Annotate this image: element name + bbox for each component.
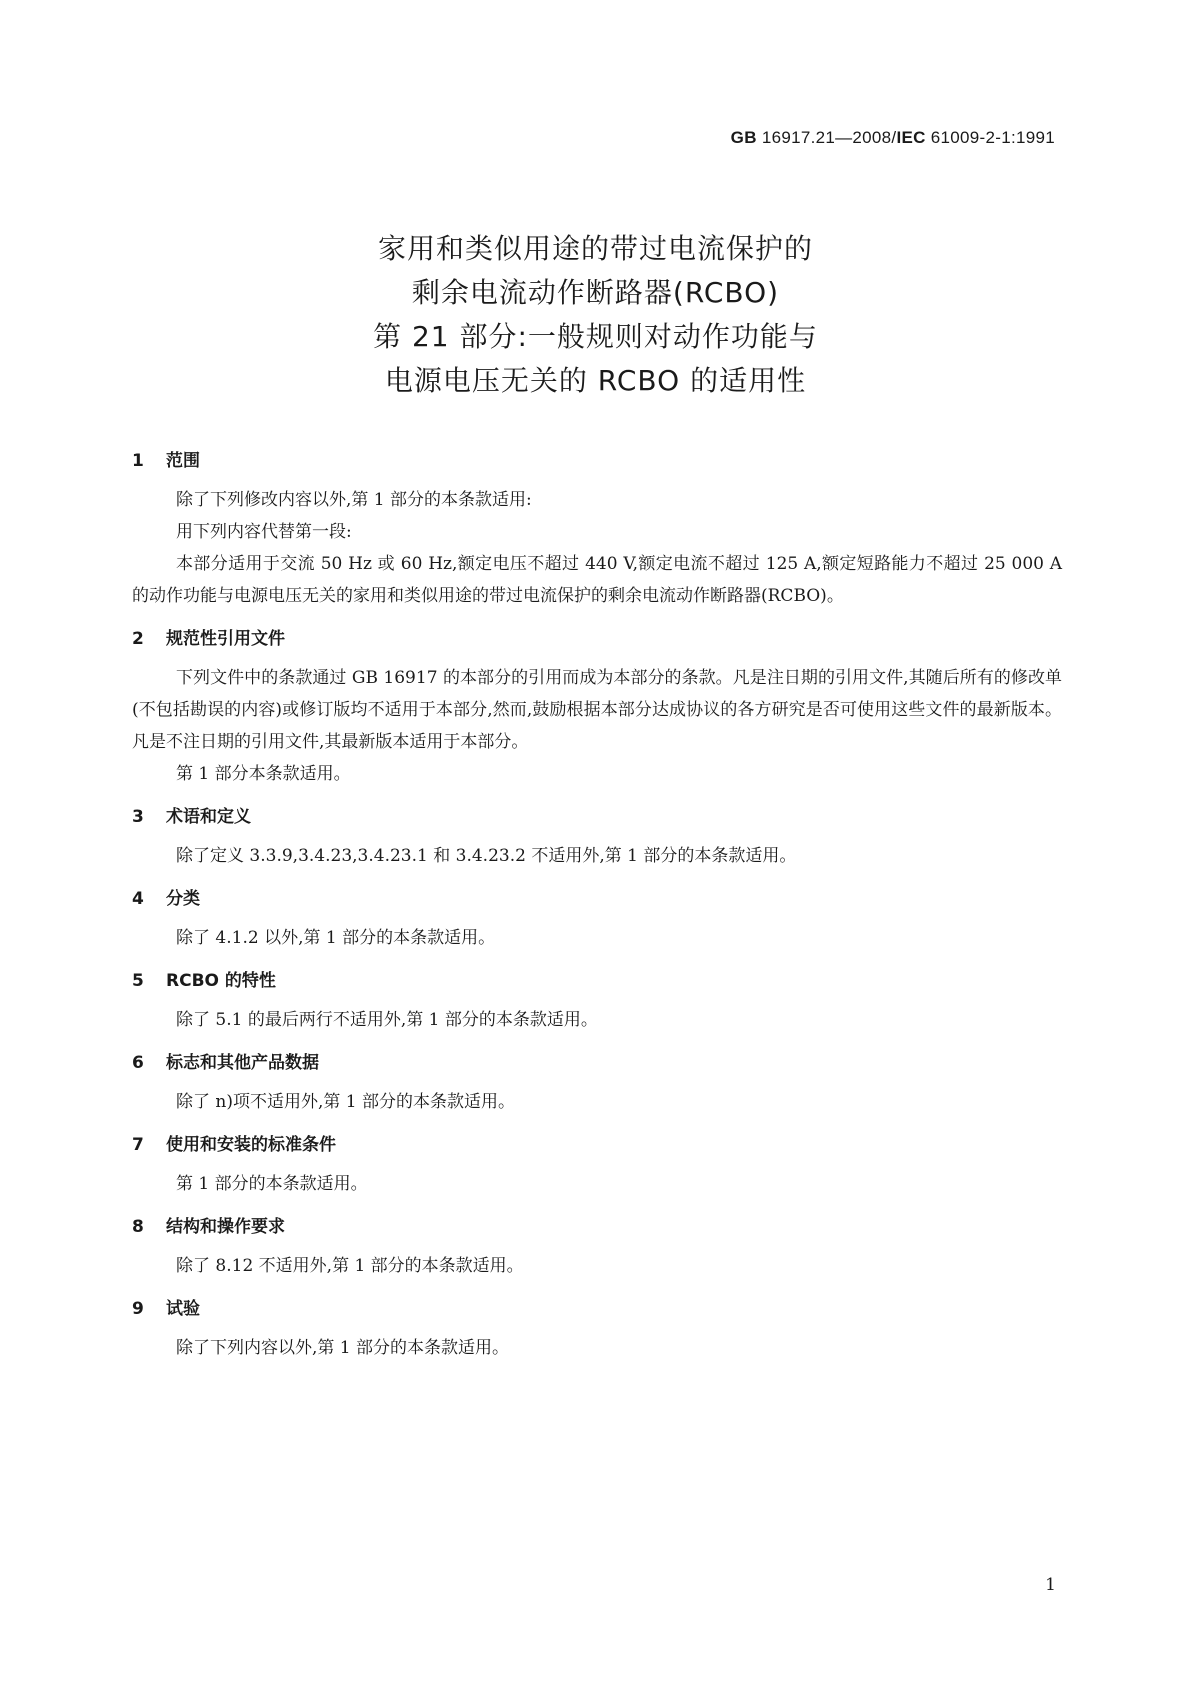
section-terms-definitions: [132, 804, 1062, 872]
title-line-3: 第 21 部分:一般规则对动作功能与: [373, 320, 818, 353]
section-number: 7: [132, 1135, 144, 1155]
section-title: 分类: [166, 889, 200, 909]
section-number: 1: [132, 451, 144, 471]
standard-code: [731, 128, 1055, 148]
section-heading: [132, 1132, 1062, 1158]
section-number: 2: [132, 629, 144, 649]
section-classification: [132, 886, 1062, 954]
section-body: [132, 1332, 1062, 1364]
section-rcbo-characteristics: [132, 968, 1062, 1036]
section-body: [132, 1086, 1062, 1118]
section-heading: [132, 1296, 1062, 1322]
paragraph: 第 1 部分本条款适用。: [176, 764, 351, 784]
section-title: 规范性引用文件: [166, 629, 285, 649]
section-heading: [132, 1214, 1062, 1240]
section-number: 5: [132, 971, 144, 991]
section-heading: [132, 886, 1062, 912]
document-title: [0, 227, 1191, 403]
section-heading: [132, 804, 1062, 830]
section-title: 使用和安装的标准条件: [166, 1135, 336, 1155]
section-title: RCBO 的特性: [166, 971, 276, 991]
section-tests: [132, 1296, 1062, 1364]
section-number: 6: [132, 1053, 144, 1073]
standard-number: 16917.21—2008/: [761, 128, 897, 147]
paragraph: 除了 8.12 不适用外,第 1 部分的本条款适用。: [176, 1256, 524, 1276]
section-heading: [132, 626, 1062, 652]
paragraph: 除了 n)项不适用外,第 1 部分的本条款适用。: [176, 1092, 516, 1112]
paragraph: 下列文件中的条款通过 GB 16917 的本部分的引用而成为本部分的条款。凡是注日期的引用文件,其随后所有的修改单(不包括勘误的内容)或修订版均不适用于本部分,然而,鼓励根据本部分达成协议的各方研究是否可使用这些文件的最新版本。凡是不注日期的引用文件,其最新版本适用于本部分。: [132, 668, 1062, 752]
iec-prefix: IEC: [896, 128, 926, 147]
section-body: [132, 922, 1062, 954]
title-line-4: 电源电压无关的 RCBO 的适用性: [384, 364, 807, 397]
paragraph: 除了 5.1 的最后两行不适用外,第 1 部分的本条款适用。: [176, 1010, 598, 1030]
section-title: 标志和其他产品数据: [166, 1053, 319, 1073]
paragraph: 除了定义 3.3.9,3.4.23,3.4.23.1 和 3.4.23.2 不适用外,第 1 部分的本条款适用。: [176, 846, 797, 866]
paragraph: 第 1 部分的本条款适用。: [176, 1174, 368, 1194]
section-service-conditions: [132, 1132, 1062, 1200]
section-body: [132, 484, 1062, 612]
section-number: 8: [132, 1217, 144, 1237]
paragraph: 用下列内容代替第一段:: [176, 522, 352, 542]
section-heading: [132, 1050, 1062, 1076]
section-title: 范围: [166, 451, 200, 471]
iec-number: 61009-2-1:1991: [930, 128, 1055, 147]
section-body: [132, 1004, 1062, 1036]
section-marking: [132, 1050, 1062, 1118]
section-heading: [132, 968, 1062, 994]
paragraph: 除了 4.1.2 以外,第 1 部分的本条款适用。: [176, 928, 496, 948]
section-body: [132, 662, 1062, 790]
paragraph: 除了下列修改内容以外,第 1 部分的本条款适用:: [176, 490, 532, 510]
document-body: [132, 448, 1062, 1378]
section-scope: [132, 448, 1062, 612]
section-body: [132, 1168, 1062, 1200]
section-body: [132, 1250, 1062, 1282]
section-body: [132, 840, 1062, 872]
section-title: 试验: [166, 1299, 200, 1319]
section-heading: [132, 448, 1062, 474]
section-normative-references: [132, 626, 1062, 790]
title-line-2: 剩余电流动作断路器(RCBO): [411, 276, 780, 309]
page-number: 1: [1045, 1575, 1056, 1595]
paragraph: 本部分适用于交流 50 Hz 或 60 Hz,额定电压不超过 440 V,额定电流不超过 125 A,额定短路能力不超过 25 000 A 的动作功能与电源电压无关的家用和类似用途的带过电流保护的剩余电流动作断路器(RCBO)。: [132, 554, 1062, 606]
section-number: 3: [132, 807, 144, 827]
title-line-1: 家用和类似用途的带过电流保护的: [377, 232, 813, 265]
section-construction-requirements: [132, 1214, 1062, 1282]
section-title: 结构和操作要求: [166, 1217, 285, 1237]
paragraph: 除了下列内容以外,第 1 部分的本条款适用。: [176, 1338, 510, 1358]
section-number: 9: [132, 1299, 144, 1319]
section-title: 术语和定义: [166, 807, 251, 827]
section-number: 4: [132, 889, 144, 909]
gb-prefix: GB: [730, 128, 757, 147]
